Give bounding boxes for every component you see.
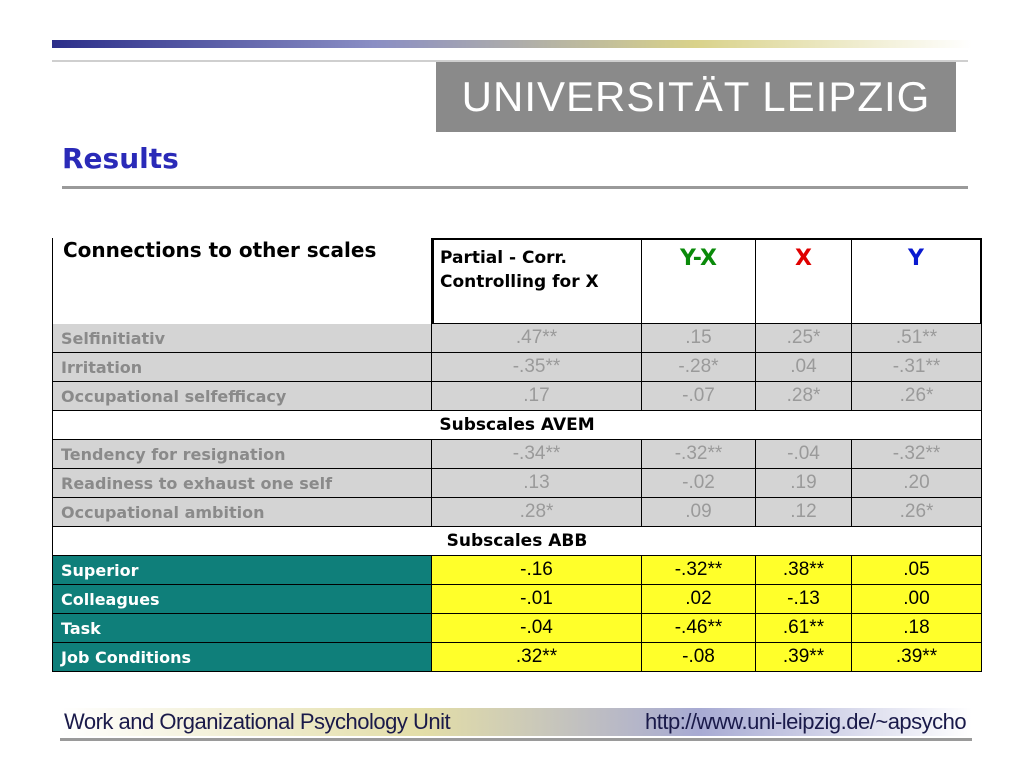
- row-label: Selfinitiativ: [52, 324, 432, 353]
- cell-value: -.46**: [642, 614, 756, 643]
- cell-value: .05: [852, 556, 982, 585]
- row-label: Occupational selfefficacy: [52, 382, 432, 411]
- row-label: Readiness to exhaust one self: [52, 469, 432, 498]
- cell-value: .18: [852, 614, 982, 643]
- cell-value: -.34**: [432, 440, 642, 469]
- row-label: Colleagues: [52, 585, 432, 614]
- cell-value: .25*: [756, 324, 852, 353]
- section-heading-abb: Subscales ABB: [52, 527, 982, 556]
- cell-value: -.28*: [642, 353, 756, 382]
- section-row: [52, 527, 982, 556]
- cell-value: .39**: [756, 643, 852, 672]
- results-table: [52, 238, 982, 672]
- cell-value: .39**: [852, 643, 982, 672]
- cell-value: .17: [432, 382, 642, 411]
- row-label: Irritation: [52, 353, 432, 382]
- cell-value: -.02: [642, 469, 756, 498]
- cell-value: -.32**: [642, 556, 756, 585]
- cell-value: .12: [756, 498, 852, 527]
- table-row: [52, 382, 982, 411]
- subtitle: Connections to other scales: [52, 238, 432, 324]
- cell-value: .09: [642, 498, 756, 527]
- cell-value: -.13: [756, 585, 852, 614]
- cell-value: -.04: [432, 614, 642, 643]
- footer-url[interactable]: http://www.uni-leipzig.de/~apsycho: [645, 709, 967, 734]
- cell-value: -.08: [642, 643, 756, 672]
- cell-value: .32**: [432, 643, 642, 672]
- header-y: Y: [852, 238, 982, 324]
- cell-value: .51**: [852, 324, 982, 353]
- cell-value: .13: [432, 469, 642, 498]
- cell-value: -.31**: [852, 353, 982, 382]
- cell-value: -.32**: [642, 440, 756, 469]
- title-divider: [62, 186, 968, 189]
- row-label: Task: [52, 614, 432, 643]
- cell-value: .26*: [852, 498, 982, 527]
- cell-value: .28*: [756, 382, 852, 411]
- cell-value: -.35**: [432, 353, 642, 382]
- section-heading-avem: Subscales AVEM: [52, 411, 982, 440]
- header-yx: Y-X: [642, 238, 756, 324]
- cell-value: .20: [852, 469, 982, 498]
- cell-value: -.32**: [852, 440, 982, 469]
- footer-unit-name: Work and Organizational Psychology Unit: [64, 709, 451, 734]
- cell-value: .47**: [432, 324, 642, 353]
- header-x: X: [756, 238, 852, 324]
- cell-value: -.04: [756, 440, 852, 469]
- row-label: Occupational ambition: [52, 498, 432, 527]
- cell-value: .15: [642, 324, 756, 353]
- table-row: [52, 643, 982, 672]
- cell-value: .02: [642, 585, 756, 614]
- row-label: Job Conditions: [52, 643, 432, 672]
- cell-value: .26*: [852, 382, 982, 411]
- cell-value: .38**: [756, 556, 852, 585]
- cell-value: .00: [852, 585, 982, 614]
- table-row: [52, 614, 982, 643]
- table-row: [52, 585, 982, 614]
- cell-value: .61**: [756, 614, 852, 643]
- table-row: [52, 556, 982, 585]
- header-partial-corr: Partial - Corr. Controlling for X: [432, 238, 642, 324]
- row-label: Tendency for resignation: [52, 440, 432, 469]
- table-row: [52, 498, 982, 527]
- cell-value: -.01: [432, 585, 642, 614]
- table-row: [52, 469, 982, 498]
- cell-value: -.07: [642, 382, 756, 411]
- cell-value: .04: [756, 353, 852, 382]
- cell-value: .19: [756, 469, 852, 498]
- top-stripe: [52, 40, 972, 48]
- cell-value: .28*: [432, 498, 642, 527]
- row-label: Superior: [52, 556, 432, 585]
- table-header-row: [52, 238, 982, 324]
- table-row: [52, 353, 982, 382]
- footer-rule: [60, 738, 972, 741]
- cell-value: -.16: [432, 556, 642, 585]
- table-row: [52, 324, 982, 353]
- page-title: Results: [62, 142, 179, 175]
- section-row: [52, 411, 982, 440]
- university-logo: UNIVERSITÄT LEIPZIG: [436, 62, 956, 132]
- table-row: [52, 440, 982, 469]
